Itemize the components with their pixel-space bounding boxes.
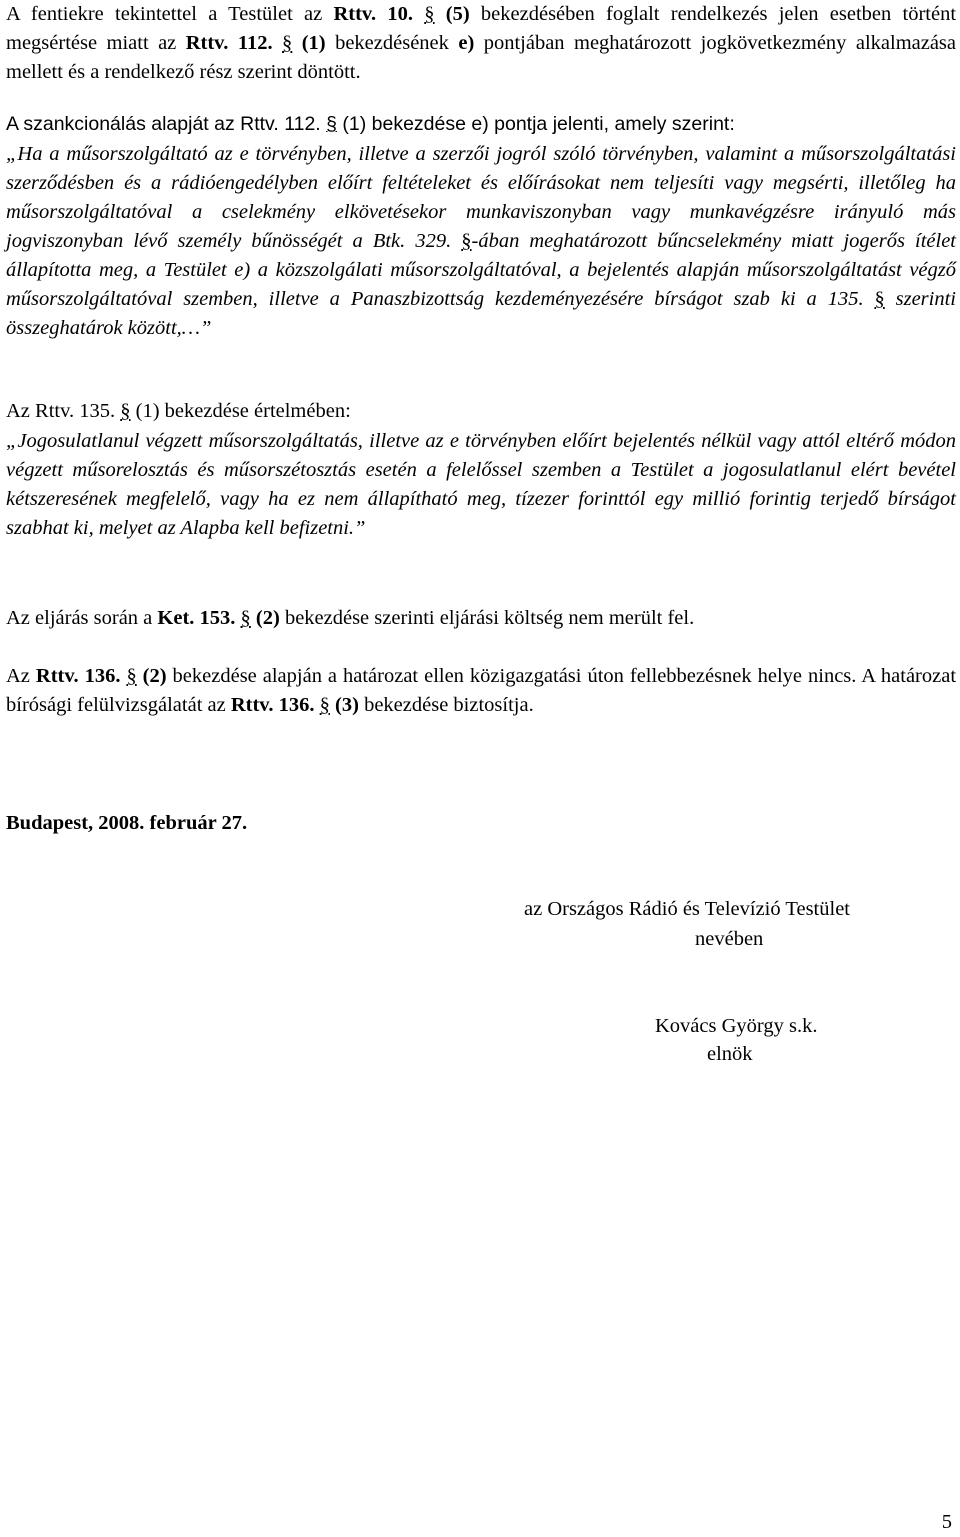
quote-rttv-112: „Ha a műsorszolgáltató az e törvényben, illetve a szerzői jogról szóló törvényben, valamint a műsorszolgáltatási szerződésben és a rádióengedélyben előírt feltételeket és előírásokat nem teljesíti vagy megsérti, illetőleg ha műsorszolgáltatóval a cselekmény elkövetésekor munkaviszonyban vagy munkavégzésre irányuló más jogviszonyban lévő személy bűnösségét a Btk. 329. §-ában meghatározott bűncselekmény miatt jogerős ítélet állapította meg, a Testület e) a közszolgálati műsorszolgáltatóval, a bejelentés alapján műsorszolgáltatást végző műsorszolgáltatóval szemben, illetve a Panaszbizottság kezdeményezésére bírságot szab ki a 135. § szerinti összeghatárok között,…” <box>6 143 956 339</box>
paragraph-sanction-basis: A szankcionálás alapját az Rttv. 112. § (1) bekezdése e) pontja jelenti, amely szerint: <box>6 113 735 135</box>
page-number: 5 <box>941 1511 952 1533</box>
signatory-name: Kovács György s.k. <box>655 1015 818 1037</box>
paragraph-decision: A fentiekre tekintettel a Testület az Rttv. 10. § (5) bekezdésében foglalt rendelkezés jelen esetben történt megsértése miatt az Rttv. 112. § (1) bekezdésének e) pontjában meghatározott jogkövetkezmény alkalmazása mellett és a rendelkező rész szerint döntött. <box>6 3 957 83</box>
signature-behalf-line: nevében <box>695 928 764 950</box>
signature-org-line: az Országos Rádió és Televízió Testület <box>524 898 850 920</box>
place-date: Budapest, 2008. február 27. <box>6 812 248 834</box>
paragraph-appeal: Az Rttv. 136. § (2) bekezdése alapján a határozat ellen közigazgatási úton fellebbezésnek helye nincs. A határozat bírósági felülvizsgálatát az Rttv. 136. § (3) bekezdése biztosítja. <box>6 665 957 716</box>
quote-rttv-135: „Jogosulatlanul végzett műsorszolgáltatás, illetve az e törvényben előírt bejelentés nélkül vagy attól eltérő módon végzett műsorelosztás és műsorszétosztás esetén a felelőssel szemben a Testület a jogosulatlanul elért bevétel kétszeresének megfelelő, vagy ha ez nem állapítható meg, tízezer forinttól egy millió forintig terjedő bírságot szabhat ki, melyet az Alapba kell befizetni.” <box>6 430 956 539</box>
signatory-title: elnök <box>707 1043 753 1065</box>
paragraph-procedure-cost: Az eljárás során a Ket. 153. § (2) bekezdése szerinti eljárási költség nem merült fel. <box>6 607 695 629</box>
paragraph-rttv-135: Az Rttv. 135. § (1) bekezdése értelmében: <box>6 400 351 422</box>
